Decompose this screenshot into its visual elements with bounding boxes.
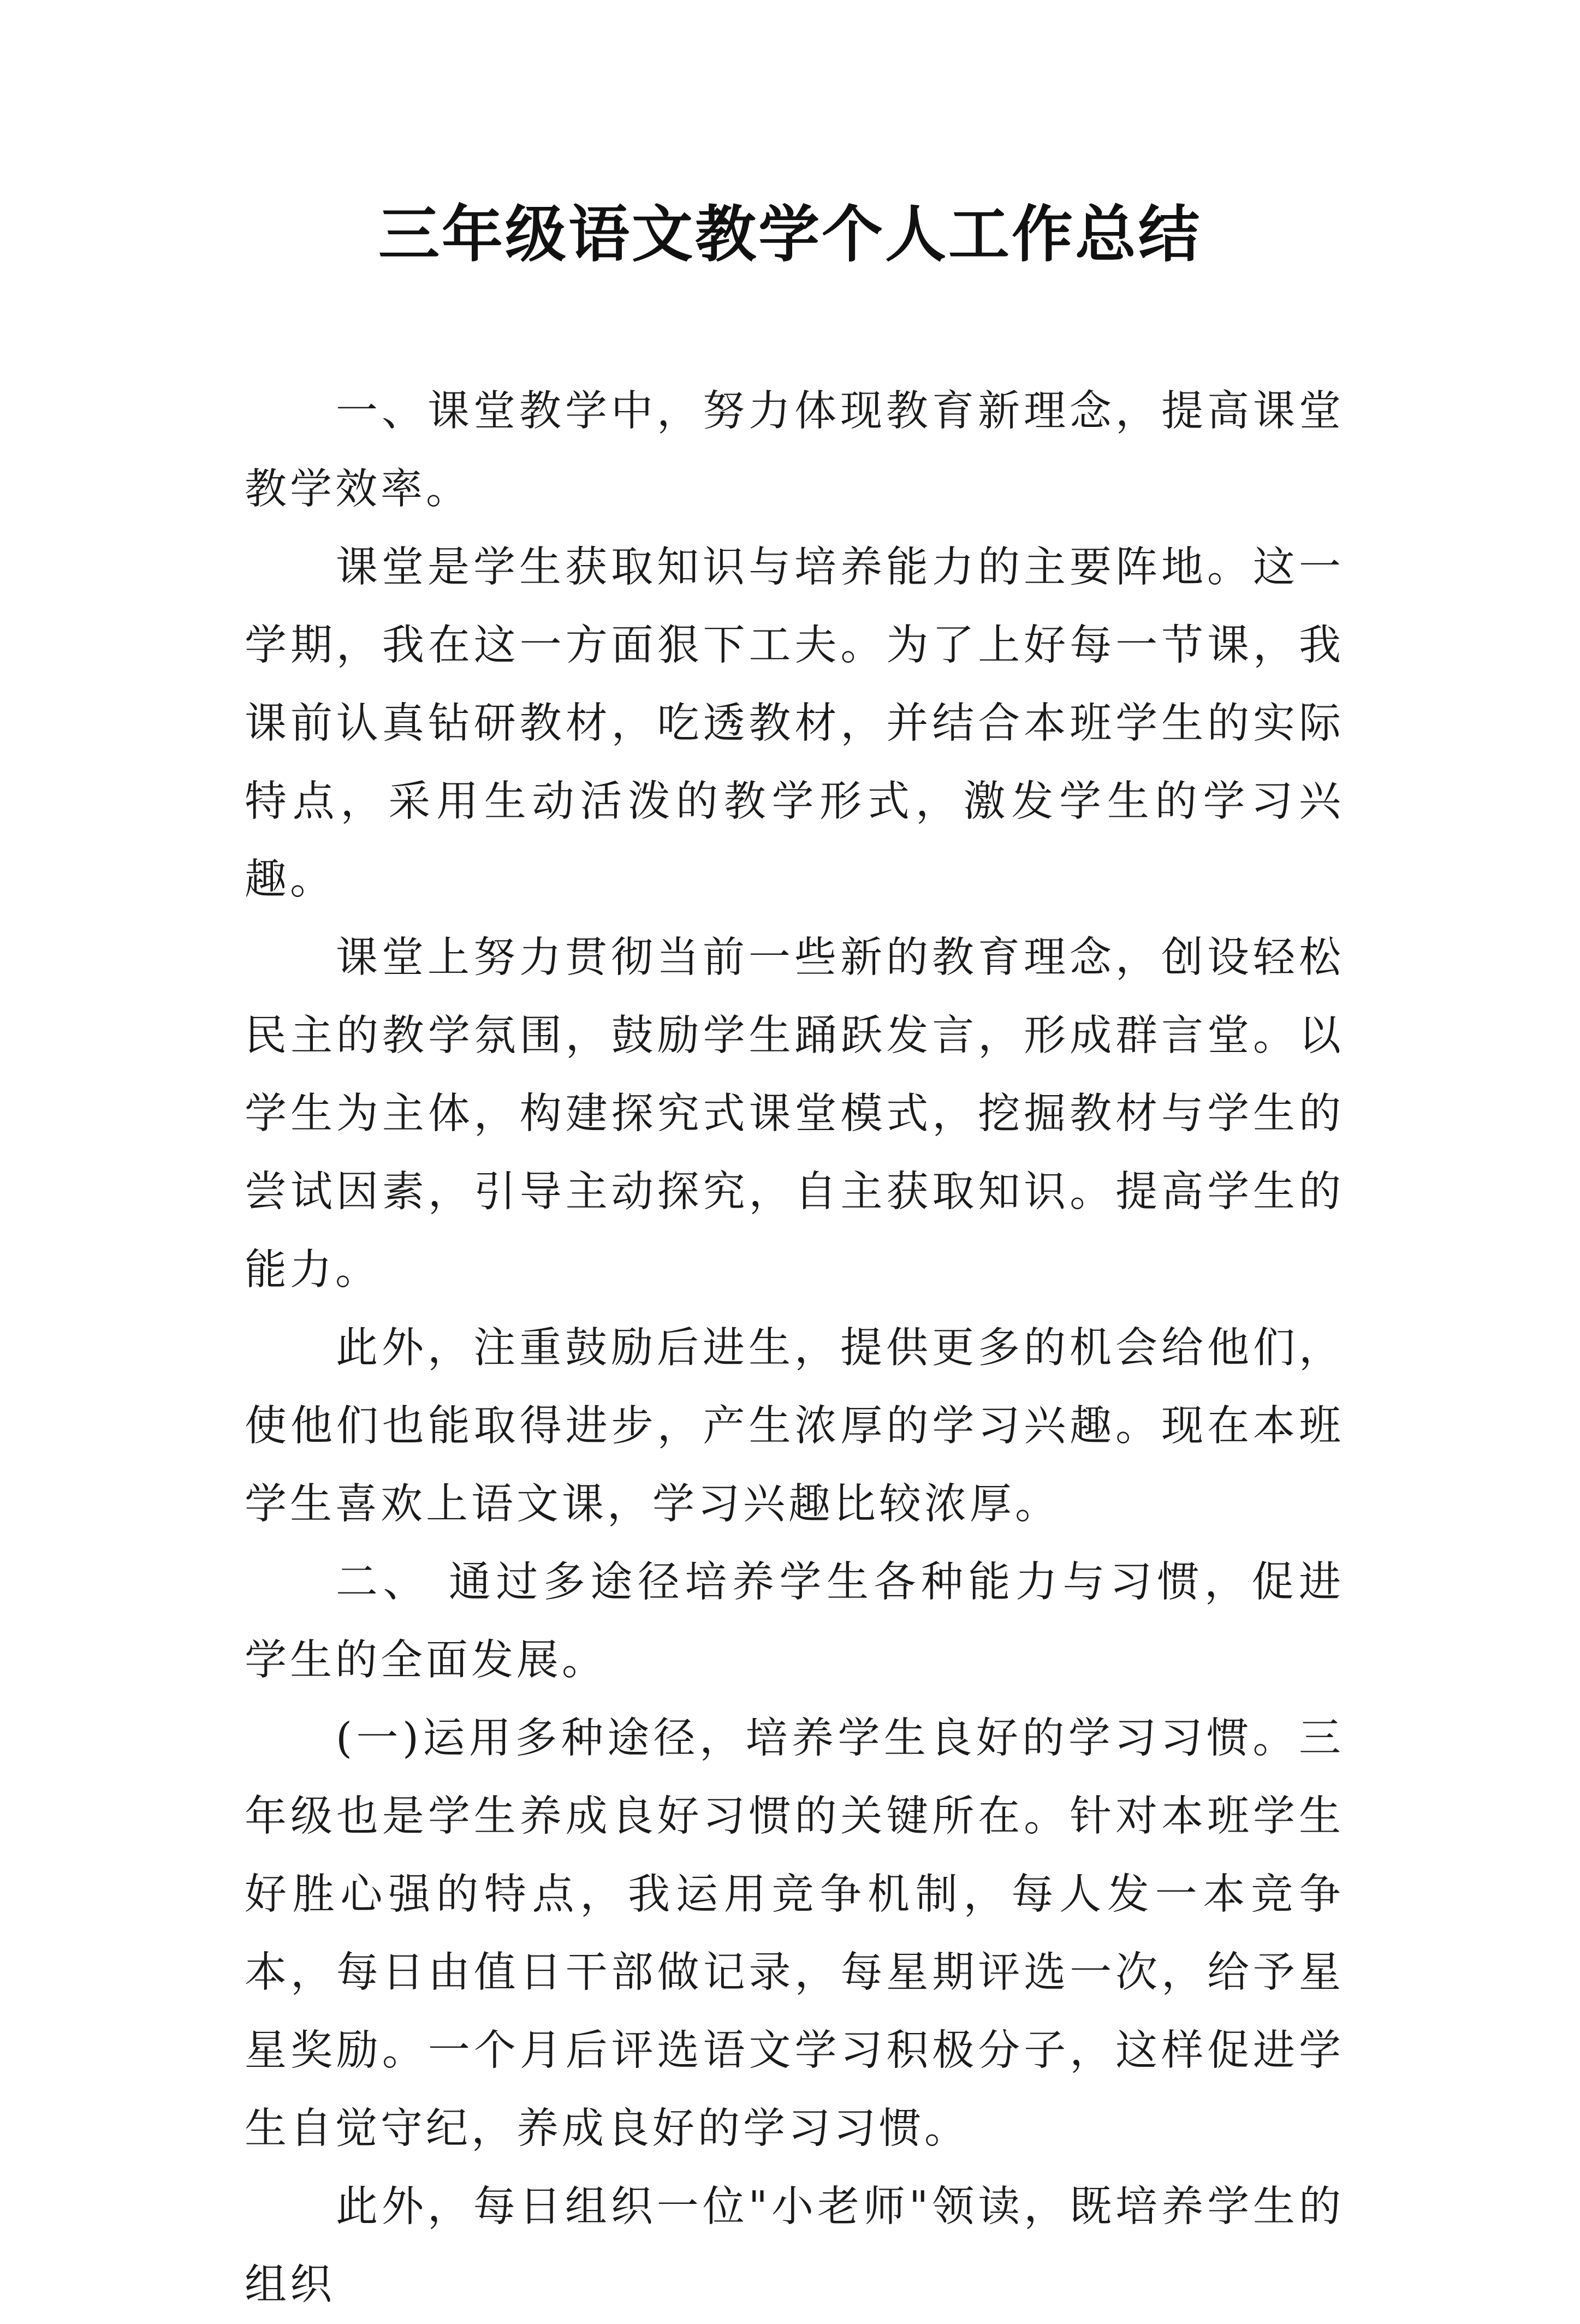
paragraph: 此外，每日组织一位"小老师"领读，既培养学生的组织 — [245, 2183, 1344, 2309]
heading-section-two: 二、 通过多途径培养学生各种能力与习惯，促进学生的全面发展。 — [245, 1558, 1344, 1685]
paragraph: 此外，注重鼓励后进生，提供更多的机会给他们，使他们也能取得进步，产生浓厚的学习兴趣。现在本班学生喜欢上语文课，学习兴趣比较浓厚。 — [245, 1324, 1344, 1529]
paragraph: (一)运用多种途径，培养学生良好的学习习惯。三年级也是学生养成良好习惯的关键所在。针对本班学生好胜心强的特点，我运用竞争机制，每人发一本竞争本，每日由值日干部做记录，每星期评选一次，给予星星奖励。一个月后评选语文学习积极分子，这样促进学生自觉守纪，养成良好的学习习惯。 — [245, 1714, 1344, 2153]
document-body — [245, 372, 1344, 2324]
document-title: 三年级语文教学个人工作总结 — [378, 199, 1202, 270]
heading-section-one: 一、课堂教学中，努力体现教育新理念，提高课堂教学效率。 — [245, 387, 1344, 514]
paragraph: 课堂上努力贯彻当前一些新的教育理念，创设轻松民主的教学氛围，鼓励学生踊跃发言，形成群言堂。以学生为主体，构建探究式课堂模式，挖掘教材与学生的尝试因素，引导主动探究，自主获取知识。提高学生的能力。 — [245, 934, 1344, 1294]
paragraph: 课堂是学生获取知识与培养能力的主要阵地。这一学期，我在这一方面狠下工夫。为了上好每一节课，我课前认真钻研教材，吃透教材，并结合本班学生的实际特点，采用生动活泼的教学形式，激发学生的学习兴趣。 — [245, 543, 1344, 904]
